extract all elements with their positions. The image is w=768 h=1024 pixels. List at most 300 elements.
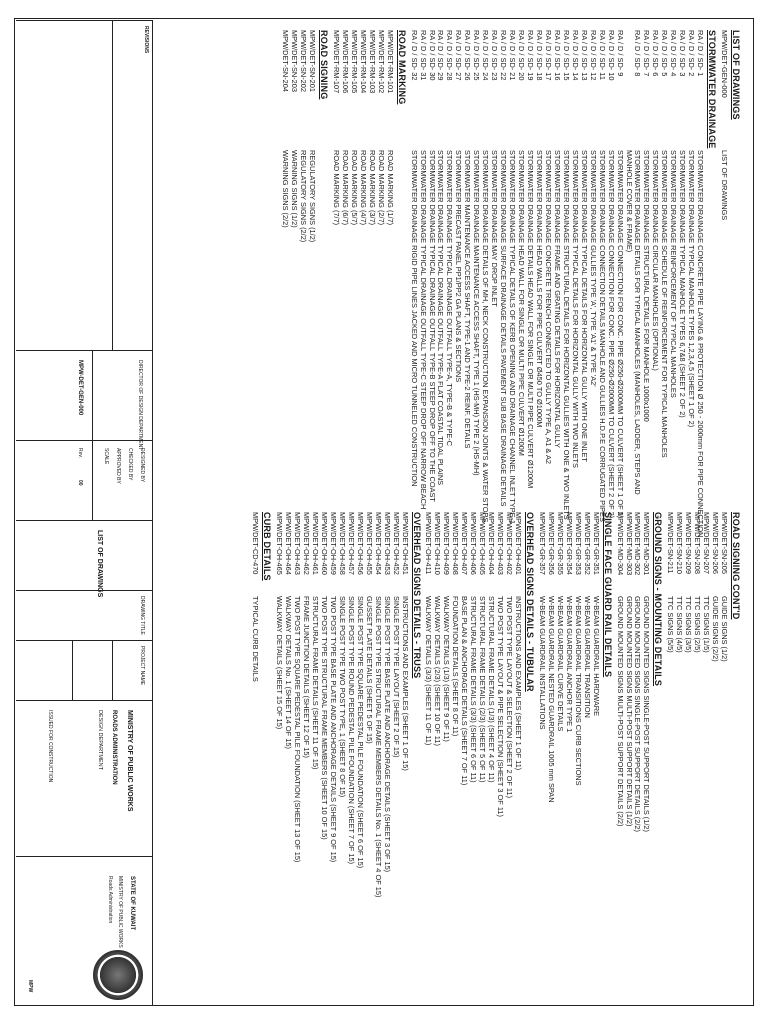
drawing-description: STORMWATER DRAINAGE CONNECTION FOR CONC. PIPE Ø250-Ø2000MM TO CULVERT (SHEET 2 OF 2) [606,150,616,519]
drawing-code: MPW/DET-GR-355 [555,512,565,575]
drawing-description: GUSSET PLATE DETAILS (SHEET 5 OF 15) [364,596,374,744]
list-item [480,30,489,590]
drawing-description: TWO POST TYPE LAYOUT & SELECTION (SHEET 2 OF 11) [505,596,515,799]
list-item [692,512,701,932]
drawing-code: RA / D / SD- 12 [588,30,598,81]
drawing-title-label: DRAWING TITLE [139,596,145,635]
drawing-description: STORMWATER DRAINAGE TYPICAL MANHOLE TYPES 1,2,3,4,5 (SHEET 1 OF 2) [687,150,697,428]
list-item [376,30,385,590]
drawing-code: MPW/DET-OH-464 [284,512,294,575]
drawing-description: STORMWATER DRAINAGE TYPICAL DETAILS OF KERB OPENING AND DRAINAGE CHANNEL INLET TYPE-1 [508,150,518,525]
list-item [555,512,564,932]
list-item [477,512,486,932]
list-item [650,30,659,590]
drawing-code: RA / D / SD- 6 [651,30,661,77]
list-item [668,30,677,590]
drawing-code [624,30,633,150]
truss-rows [274,512,408,932]
list-item [534,30,543,590]
list-item [462,30,471,590]
drawing-code: MPW/DET-MD-301 [642,512,652,576]
road-signing-rows [280,30,316,590]
drawing-description: STORMWATER DRAINAGE STRUCTURAL DETAILS FOR MANHOLE 1000x1000 [642,150,652,422]
drawing-code: RA / D / SD- 8 [633,30,643,77]
road-signing-contd-rows [665,512,728,932]
drawing-description: STORMWATER DRAINAGE CONCRETE TRENCH CONNECTED TO GULLY TYPE A, A1 & A2 [543,150,553,465]
title-block-divider [16,590,153,591]
list-item [328,512,337,932]
drawing-code: MPW/DET-SN-204 [281,30,291,93]
drawing-code: MPW/DET-OH-405 [478,512,488,575]
list-item [543,30,552,590]
drawing-description: GROUND MOUNTED SIGNS SINGLE-POST SUPPORT DETAILS (1/2) [642,596,652,832]
drawing-code: RA / D / SD- 28 [445,30,455,81]
list-item [686,30,695,590]
title-block-divider [72,640,73,700]
list-item [391,512,400,932]
list-item [445,30,454,590]
drawing-code: RA / D / SD- 26 [463,30,473,81]
state-text: STATE OF KUWAIT [129,876,135,931]
list-item [579,30,588,590]
drawing-description: STORMWATER DRAINAGE CONNECTION FOR CONC. PIPE Ø250-Ø2000MM TO CULVERT (SHEET 1 OF 2) [615,150,625,519]
drawing-description: LIST OF DRAWINGS [720,150,730,221]
drawings-column-2 [250,512,740,932]
stormwater-rows [409,30,704,590]
drawing-description: STORMWATER MAINTENANCE ACCESS SHAFT, TYPE-1 AND TYPE-2 REINF. DETAILS [463,150,473,449]
drawing-code: RA / D / SD- 16 [552,30,562,81]
drawing-description: SINGLE POST TYPE LAYOUT (SHEET 2 OF 15) [391,596,401,758]
drawing-description: TTC SIGNS (2/5) [693,596,703,653]
drawing-description: W-BEAM GUARDRAIL TRANSITIONS CURB SECTIONS [573,596,583,786]
drawing-code: RA / D / SD- 1 [696,30,706,77]
drawing-code: MPW/DET-OH-409 [442,512,452,575]
list-item [450,512,459,932]
list-item [433,512,442,932]
list-item [719,30,728,590]
drawing-code: MPW/DET-OH-454 [373,512,383,575]
list-item [641,512,650,932]
revision-label: Rev. [77,448,83,458]
drawing-description: ROAD MARKING (5/7) [349,150,359,226]
drawing-description: BASE PLAN & ANCHORAGE DETAILS (SHEET 7 OF 11) [460,596,470,786]
drawing-code: RA / D / SD- 25 [472,30,482,81]
list-item [674,512,683,932]
drawing-code: MPW/DET-RM-103 [367,30,377,94]
tubular-rows [424,512,522,932]
drawing-description: INSTRUCTIONS AND EXAMPLES (SHEET 1 OF 11) [514,596,524,771]
drawing-code: MPW/DET-SN-201 [308,30,318,93]
list-item [633,30,642,590]
drawing-number: MPW-DET-GEN-000 [77,360,83,416]
title-block-divider [92,350,93,440]
list-item [588,30,597,590]
drawing-description: STORMWATER DRAINAGE TYPICAL DRAINAGE OUTFALL TYPE-C STEEP DROP OFF NARROW BEACH [418,150,428,510]
guard-rail-rows [537,512,600,932]
title-block-divider [16,700,153,701]
drawing-code: RA / D / SD- 27 [454,30,464,81]
drawing-code: MPW/DET-SN-205 [720,512,730,575]
drawing-code: MPW/DET-RM-104 [358,30,368,94]
drawing-code: MPW/DET-RM-107 [332,30,342,94]
drawing-code: MPW/DET-OH-404 [487,512,497,575]
list-item [615,512,624,932]
ministry-text: MINISTRY OF PUBLIC WORKS [117,876,123,948]
road-signing-heading: ROAD SIGNING [319,30,330,100]
drawing-code: MPW/DET-SN-207 [702,512,712,575]
list-item [471,30,480,590]
list-item [346,512,355,932]
drawing-description: FOUNDATION DETAILS (SHEET 8 OF 11) [451,596,461,737]
list-item [385,30,394,590]
drawing-description: SINGLE POST TYPE TWO POST TYPE, 1 (SHEET 8 OF 15) [337,596,347,798]
drawing-code: MPW/DET-OH-462 [302,512,312,575]
title-block-divider [112,20,113,350]
list-item [418,30,427,590]
title-block-divider [92,440,93,520]
footer-text: DIRECTOR OF DESIGN DEPARTMENT [137,360,143,451]
drawing-description: WARNING SIGNS (1/2) [290,150,300,228]
list-item [250,512,259,932]
drawing-description: W-BEAM GUARDRAIL NESTED GUARDRAIL 1005 mm SPAN [546,596,556,803]
drawing-description: STORMWATER DRAINAGE MAINTENANCE ACCESS SHAFT, TYPE 1 (HS-MH) TYPE 2 (HS-MH) [472,150,482,476]
drawing-description: ROAD MARKING (2/7) [376,150,386,226]
drawing-description: WALKWAY DETAILS No. 1 (SHEET 14 OF 15) [284,596,294,749]
list-item [319,512,328,932]
drawing-code: RA / D / SD- 23 [490,30,500,81]
drawing-description: STORMWATER DRAINAGE TYPICAL DETAILS FOR HORIZONTAL GULLY WITH ONE INLET [579,150,589,462]
drawing-description: STORMWATER DRAINAGE CONCRETE PIPE LAYING & PROTECTION Ø 250 - 2000mm FOR PIPE CONNECTION [696,150,706,538]
drawing-description: STORMWATER DRAINAGE TYPICAL DETAILS FOR HORIZONTAL GULLY WITH TWO INLETS [570,150,580,468]
drawing-description: STORMWATER DRAINAGE STRUCTURAL DETAILS FOR HORIZONTAL GULLIES WITH ONE & TWO INLETS [561,150,571,520]
drawing-code: RA / D / SD- 21 [508,30,518,81]
revision-value: 00 [77,480,83,486]
drawing-code: MPW/DET-GR-353 [573,512,583,575]
list-item [441,512,450,932]
list-item [301,512,310,932]
dept-text: DESIGN DEPARTMENT [97,710,103,770]
drawing-description: ROAD MARKING (4/7) [358,150,368,226]
drawing-description: REGULATORY SIGNS (1/2) [308,150,318,243]
drawing-description: STORMWATER DRAINAGE SURFACE DRAINAGE DETAILS PAVEMENT SUB BASE DRAINAGE DETAILS [499,150,509,507]
drawing-code: RA / D / SD- 5 [660,30,670,77]
drawing-code: RA / D / SD- 31 [418,30,428,81]
drawing-code: MPW/DET-OH-411 [424,512,434,575]
list-item [591,512,600,932]
drawing-description: TTC SIGNS (1/5) [702,596,712,653]
drawing-description: STORMWATER DRAINAGE TYPICAL DRAINAGE OUTFALL TYPE-A FLAT COASTAL TIDAL PLAINS [436,150,446,486]
road-marking-rows [331,30,394,590]
list-item [677,30,686,590]
list-item [582,512,591,932]
drawing-code: MPW/DET-OH-461 [311,512,321,575]
sector-text: Roads Administration [107,876,113,924]
list-item [280,30,289,590]
list-item [459,512,468,932]
drawing-description: GUIDE SIGNS (2/2) [711,596,721,662]
list-item [283,512,292,932]
drawing-code: MPW/DET-OH-463 [293,512,303,575]
drawing-code: MPW/DET-OH-456 [355,512,365,575]
list-item [436,30,445,590]
drawing-code: MPW/DET-OH-410 [433,512,443,575]
list-item [513,512,522,932]
drawing-code: MPW/DET-OH-401 [514,512,524,575]
list-item [453,30,462,590]
list-item [507,30,516,590]
list-item [561,30,570,590]
drawing-code: MPW/DET-MD-303 [624,512,634,576]
list-item [331,30,340,590]
drawing-code: MPW/DET-OH-455 [364,512,374,575]
drawings-column-1 [280,30,740,590]
list-item [719,512,728,932]
drawing-code: MPW/DET-MD-302 [633,512,643,576]
list-item [495,512,504,932]
title-block-divider [16,350,153,351]
list-item [274,512,283,932]
list-item [340,30,349,590]
drawing-code: RA / D / SD- 19 [526,30,536,81]
drawing-code: MPW/DET-GR-351 [591,512,601,575]
drawing-code: MPW/DET-OH-451 [400,512,410,575]
drawing-description: GROUND MOUNTED SIGNS MULTI-POST SUPPORT DETAILS (1/2) [624,596,634,827]
drawing-description: STORMWATER DRAINAGE HEAD WALLS FOR PIPE CULVERT Ø450 TO Ø1000M [534,150,544,428]
drawing-code: MPW/DET-GR-357 [537,512,547,575]
drawing-description: STORMWATER DRAINAGE TYPICAL DRAINAGE OUTFALL TYPE-A, TYPE-B & TYPE-C [445,150,455,447]
drawing-code: RA / D / SD- 3 [678,30,688,77]
revisions-label: REVISIONS [143,26,149,54]
drawing-description: FRAME JUNCTION DETAILS (SHEET 12 OF 15) [302,596,312,758]
drawing-code: RA / D / SD- 13 [579,30,589,81]
drawing-description: STORMWATER DRAINAGE SCHEDULE OF REINFORCEMENT FOR TYPICAL MANHOLES [660,150,670,458]
sign-label-checked: CHECKED BY [127,448,133,481]
drawing-code: MPW/DET-SN-209 [684,512,694,575]
list-item [695,30,704,590]
drawing-description: STORMWATER DRAINAGE FRAME AND GRATING DETAILS FOR HORIZONTAL GULLY [552,150,562,448]
list-item [597,30,606,590]
drawing-description: STORMWATER DRAINAGE HEAD WALL FOR SINGLE OR MULTI PIPE CULVERT Ø1200M [517,150,527,456]
list-item [298,30,307,590]
curb-rows [250,512,259,932]
drawing-code: MPW/DET-SN-211 [666,512,676,574]
drawing-description: MANHOLE COVER & FRAME) [624,150,634,253]
project-label: PROJECT NAME [139,646,145,686]
list-item [573,512,582,932]
drawing-code: RA / D / SD- 18 [534,30,544,81]
drawing-description: STORMWATER DRAINAGE DETAILS OF MH, NECK CONSTRUCTION EXPANSION JOINTS & WATER STOPS [481,150,491,523]
drawing-code: MPW/DET-OH-458 [337,512,347,575]
title-block-divider [112,640,113,700]
drawing-code: MPW/DET-GR-356 [546,512,556,575]
list-item [564,512,573,932]
drawing-code: RA / D / SD- 7 [642,30,652,77]
admin-text: ROADS ADMINISTRATION [111,710,117,785]
stamp-sub: MPW [27,980,33,993]
drawing-description: STORMWATER DRAINAGE DETAILS FOR TYPICAL MANHOLES (MANHOLES, LADDER, STEPS AND [633,150,643,495]
drawing-code: MPW/DET-RM-106 [340,30,350,94]
stamp-note: ISSUED FOR CONSTRUCTION [47,710,53,783]
drawing-code: RA / D / SD- 24 [481,30,491,81]
drawing-code: RA / D / SD- 22 [499,30,509,81]
list-item [659,30,668,590]
drawing-code: RA / D / SD- 14 [570,30,580,81]
drawing-description: TWO POST TYPE STRUCTURAL FRAME MEMBERS (SHEET 10 OF 15) [320,596,330,840]
list-item [516,30,525,590]
drawing-description: SINGLE POST TYPE ROUND PEDESTAL PILE FOUNDATION (SHEET 7 OF 15) [346,596,356,865]
drawing-code: RA / D / SD- 11 [597,30,607,80]
drawing-description: WALKWAY DETAILS (1/3) (SHEET 9 OF 11) [442,596,452,742]
list-item [546,512,555,932]
drawing-code: MPW/DET-SN-203 [290,30,300,93]
title-block-top-line [152,20,153,1006]
drawing-description: TTC SIGNS (5/5) [666,596,676,653]
drawing-description: STRUCTURAL FRAME DETAILS (1/3) (SHEET 4 OF 11) [487,596,497,783]
drawing-description: REGULATORY SIGNS (2/2) [299,150,309,243]
drawing-code: RA / D / SD- 32 [409,30,419,81]
drawing-description: WARNING SIGNS (2/2) [281,150,291,228]
list-item [358,30,367,590]
list-item [373,512,382,932]
stormwater-heading: STORMWATER DRAINAGE [707,30,718,149]
list-heading: LIST OF DRAWINGS [731,30,741,120]
drawing-code: MPW/DET-OH-465 [275,512,285,575]
drawing-code: MPW/DET-GR-352 [582,512,592,575]
drawing-code: MPW/DET-RM-101 [385,30,395,94]
road-signing-contd-heading: ROAD SIGNING CONT'D [731,512,741,620]
list-item [525,30,534,590]
drawing-code: MPW/DET-SN-202 [299,30,309,93]
guard-rail-heading: SINGLE FACE GUARD RAIL DETAILS [602,512,613,678]
drawing-description: W-BEAM GUARDRAIL TRANSITION [582,596,592,718]
drawing-code: MPW/DET-RM-105 [349,30,359,94]
list-item [468,512,477,932]
list-item [382,512,391,932]
drawing-code: RA / D / SD- 10 [606,30,616,81]
sign-label-approved: APPROVED BY [115,448,121,484]
truss-heading: OVERHEAD SIGNS DETAILS - TRUSS [411,512,422,679]
road-marking-heading: ROAD MARKING [396,30,407,105]
drawing-code: RA / D / SD- 2 [687,30,697,77]
drawing-code: RA / D / SD- 29 [436,30,446,81]
drawing-description: GROUND MOUNTED SIGNS SINGLE-POST SUPPORT DETAILS (2/2) [633,596,643,832]
kuwait-seal-icon [93,950,143,1000]
drawing-code: MPW/DET-GR-354 [564,512,574,575]
drawing-description: STRUCTURAL FRAME DETAILS (SHEET 11 OF 15) [311,596,321,770]
list-item [641,30,650,590]
list-item [710,512,719,932]
drawing-code: RA / D / SD- 30 [427,30,437,81]
list-item [364,512,373,932]
list-item [570,30,579,590]
title-block-divider [16,640,153,641]
drawing-description: STRUCTURAL FRAME DETAILS (3/3) (SHEET 6 OF 11) [469,596,479,783]
list-item [624,512,633,932]
drawing-description: TYPICAL CURB DETAILS [251,596,261,682]
drawing-code: MPW/DET-SN-206 [711,512,721,575]
drawing-code: MPW/DET-GEN-000 [720,30,730,98]
list-item [701,512,710,932]
drawing-code: RA / D / SD- 4 [669,30,679,77]
drawing-code: MPW/DET-OH-460 [320,512,330,575]
drawing-description: ROAD MARKING (6/7) [340,150,350,226]
drawing-description: GROUND MOUNTED SIGNS MULTI-POST SUPPORT DETAILS (2/2) [615,596,625,827]
drawing-description: TWO POST TYPE LAYOUT & PIPE SELECTION (SHEET 3 OF 11) [496,596,506,817]
drawing-description: STRUCTURAL FRAME DETAILS (2/3) (SHEET 5 OF 11) [478,596,488,783]
drawing-code: MPW/DET-OH-407 [460,512,470,575]
drawing-code: MPW/DET-OH-403 [496,512,506,575]
sign-label-scale: SCALE [103,448,109,465]
drawing-description: STORMWATER DRAINAGE CONNECTION DETAILS MANHOLE AND GULLIES H.D.P.E CORRUGATED PIPES [597,150,607,522]
list-item [349,30,358,590]
tubular-heading: OVERHEAD SIGNS DETAILS - TUBULAR [524,512,535,692]
drawing-description: SINGLE POST TYPE STRUCTURAL FRAME MEMBERS DETAILS No. 1 (SHEET 4 OF 15) [373,596,383,898]
ground-signs-rows [615,512,651,932]
drawing-code: MPW/DET-OH-406 [469,512,479,575]
list-item [498,30,507,590]
drawing-description: TTC SIGNS (3/5) [684,596,694,653]
drawing-code: MPW/DET-SN-208 [693,512,703,575]
drawing-description: STORMWATER DRAINAGE TYPICAL MANHOLE TYPES 6,7&8 (SHEET 2 OF 2) [678,150,688,418]
drawing-description: GUIDE SIGNS (1/2) [720,596,730,662]
drawing-description: WALKWAY DETAILS (3/3) (SHEET 11 OF 11) [424,596,434,746]
list-item [424,512,433,932]
ground-signs-heading: GROUND SIGNS - MOUNTING DETAILS [653,512,664,687]
list-item [367,30,376,590]
list-item [606,30,615,590]
drawing-code: MPW/DET-OH-408 [451,512,461,575]
title-block-left-line [16,20,153,21]
drawing-code: MPW/DET-OH-452 [391,512,401,575]
drawing-description: ROAD MARKING (1/7) [385,150,395,226]
list-item [292,512,301,932]
drawing-code: MPW/DET-RM-102 [376,30,386,94]
list-item [552,30,561,590]
title-block-divider [16,440,153,441]
drawing-code: MPW/DET-SN-210 [675,512,685,575]
drawing-description: ROAD MARKING (3/7) [367,150,377,226]
list-item [683,512,692,932]
drawing-description: STORMWATER DRAINAGE TYPICAL DRAINAGE OUTFALL TYPE-B STEEP DROP OFF TO THE COAST [427,150,437,502]
sign-label-designed: DESIGNED BY [139,448,145,483]
drawing-description: TTC SIGNS (4/5) [675,596,685,653]
drawing-code: RA / D / SD- 17 [543,30,553,81]
ministry-big: MINISTRY OF PUBLIC WORKS [126,710,133,812]
drawing-code: MPW/DET-OH-457 [346,512,356,575]
drawing-description: SINGLE POST TYPE SQUARE PEDESTAL PILE FOUNDATION (SHEET 6 OF 15) [355,596,365,869]
drawing-description: STORMWATER DRAINAGE MAY DROP INLET [490,150,500,307]
drawing-code: MPW/DET-MD-304 [615,512,625,576]
drawing-description: W-BEAM GUARDRAIL ANCHOR TYPE 1 [564,596,574,733]
title-block [16,20,153,1006]
list-item [289,30,298,590]
drawing-description: TWO POST TYPE BASE PLATE AND ANCHORAGE DETAILS (SHEET 9 OF 15) [328,596,338,863]
drawing-description: STORMWATER PRECAST PANEL PP1/PP2 GA PLANS & SECTIONS [454,150,464,383]
drawing-title: LIST OF DRAWINGS [96,530,103,598]
list-item [307,30,316,590]
list-item [355,512,364,932]
list-item [504,512,513,932]
list-item [310,512,319,932]
drawing-description: SINGLE POST TYPE BASE PLATE AND ANCHORAGE DETAILS (SHEET 3 OF 15) [382,596,392,873]
drawing-description: WALKWAY DETAILS (SHEET 15 OF 15) [275,596,285,730]
list-item [489,30,498,590]
list-item [665,512,674,932]
drawing-description: STORMWATER DRAINAGE DETAILS HEAD WALL FOR SINGLE OR MULTI PIPE CULVERT Ø1200M [526,150,536,489]
drawing-code: MPW/DET-OH-453 [382,512,392,575]
drawing-description: WALKWAY DETAILS (2/3) (SHEET 10 OF 11) [433,596,443,746]
list-item [400,512,409,932]
